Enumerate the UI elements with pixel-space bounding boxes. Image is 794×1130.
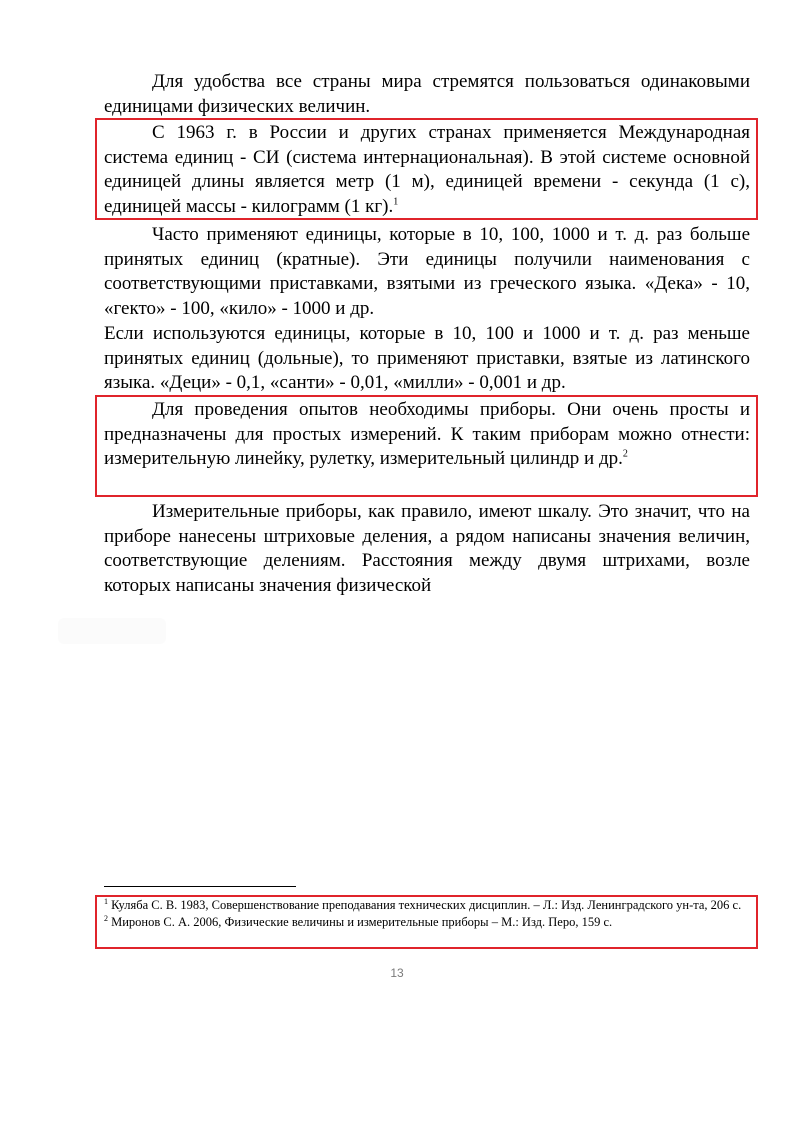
paragraph-measuring-scale: Измерительные приборы, как правило, имеют шкалу. Это значит, что на приборе нанесены штриховые деления, а рядом написаны значения величин, соответствующие делениям. Расстояния между двумя штрихами, возле которых написаны значения физической xyxy=(104,501,750,596)
paragraph-si-system-text: С 1963 г. в России и других странах применяется Международная система единиц - СИ (система интернациональная). В этой системе основной единицей длины является метр (1 м), единицей времени - секунда (1 с), единицей массы - килограмм (1 кг). xyxy=(104,122,750,217)
footnote-mark-2: 2 xyxy=(104,913,108,923)
footnote-separator xyxy=(104,886,296,887)
highlight-box-footnotes xyxy=(95,895,758,949)
footnote-ref-2[interactable]: 2 xyxy=(622,448,628,460)
paragraph-uniform-units: Для удобства все страны мира стремятся пользоваться одинаковыми единицами физических величин. xyxy=(104,71,750,117)
paragraph-instruments-text: Для проведения опытов необходимы приборы. Они очень просты и предназначены для простых измерений. К таким приборам можно отнести: измерительную линейку, рулетку, измерительный цилиндр и др. xyxy=(104,399,750,470)
footnote-text-1: Куляба С. В. 1983, Совершенствование преподавания технических дисциплин. – Л.: Изд. Ленинградского ун-та, 206 с. xyxy=(108,898,742,912)
highlight-box-si-paragraph xyxy=(95,118,758,220)
paragraph-multiple-units: Часто применяют единицы, которые в 10, 100, 1000 и т. д. раз больше принятых единиц (кратные). Эти единицы получили наименования с соответствующими приставками, взятыми из греческого языка. «Дека» - 10, «гекто» - 100, «кило» - 1000 и др. xyxy=(104,224,750,319)
scan-smudge xyxy=(58,618,166,644)
footnote-ref-1[interactable]: 1 xyxy=(393,196,399,208)
footnote-mark-1: 1 xyxy=(104,896,108,906)
paragraph-submultiple-units: Если используются единицы, которые в 10, 100 и 1000 и т. д. раз меньше принятых единиц (дольные), то применяют приставки, взятые из латинского языка. «Деци» - 0,1, «санти» - 0,01, «милли» - 0,001 и др. xyxy=(104,323,750,394)
footnote-text-2: Миронов С. А. 2006, Физические величины и измерительные приборы – М.: Изд. Перо, 159 с. xyxy=(108,914,613,929)
page-number: 13 xyxy=(390,966,404,980)
highlight-box-instruments-paragraph xyxy=(95,395,758,497)
